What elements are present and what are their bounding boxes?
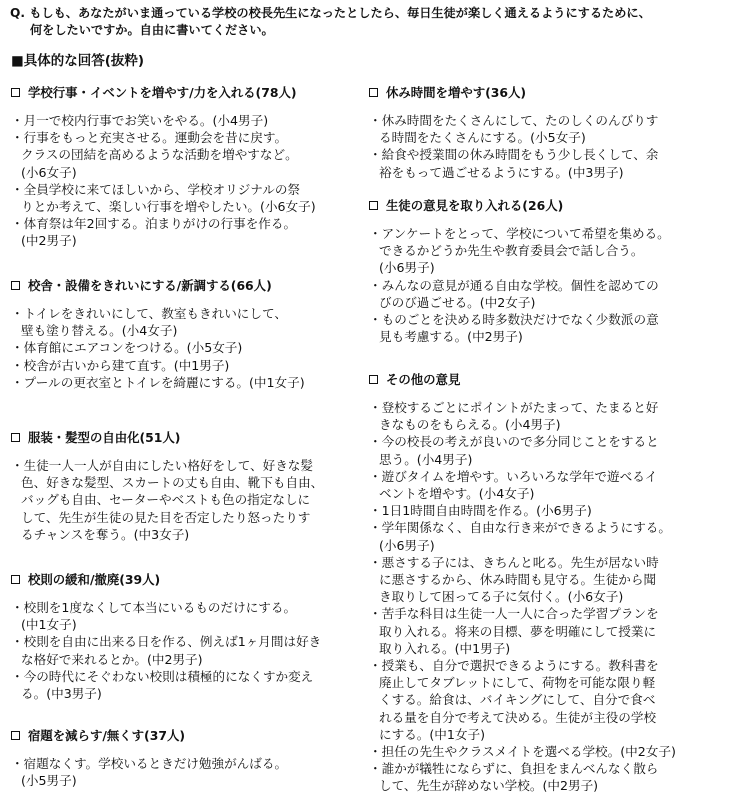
category-heading bbox=[11, 84, 361, 101]
answer-item bbox=[11, 112, 361, 129]
category-student-voice bbox=[369, 197, 724, 345]
answer-line: に悪さするから、休み時間も見守る。生徒から聞 bbox=[379, 572, 657, 588]
answer-line: ・宿題なくす。学校いるときだけ勉強がんばる。 bbox=[11, 756, 288, 771]
answer-line: ・担任の先生やクラスメイトを選べる学校。(中2女子) bbox=[369, 744, 676, 760]
category-homework bbox=[11, 727, 361, 789]
answer-item bbox=[11, 215, 361, 249]
answer-line: (中2男子) bbox=[21, 233, 77, 249]
answer-line: ・校則を1度なくして本当にいるものだけにする。 bbox=[11, 600, 297, 615]
answer-line: ・誰かが犠牲にならずに、負担をまんべんなく散ら bbox=[369, 761, 659, 777]
question-line: 何をしたいですか。自由に書いてください。 bbox=[30, 23, 274, 37]
category-facilities bbox=[11, 277, 361, 391]
category-heading bbox=[11, 277, 361, 294]
answer-item bbox=[11, 755, 361, 789]
answer-line: りとか考えて、楽しい行事を増やしたい。(小6女子) bbox=[21, 199, 316, 215]
answer-item bbox=[369, 760, 724, 794]
answer-line: ベントを増やす。(小4女子) bbox=[379, 486, 535, 502]
category-heading bbox=[369, 371, 724, 388]
answer-line: ・アンケートをとって、学校について希望を集める。 bbox=[369, 226, 670, 241]
answer-list bbox=[11, 305, 361, 391]
answer-line: ・みんなの意見が通る自由な学校。個性を認めての bbox=[369, 277, 659, 293]
category-other-opinions bbox=[369, 371, 724, 795]
answer-item bbox=[369, 112, 724, 146]
answer-line: ・体育館にエアコンをつける。(小5女子) bbox=[11, 340, 243, 356]
answer-line: バッグも自由、セーターやベストも色の指定なしに bbox=[21, 492, 311, 508]
category-events bbox=[11, 84, 361, 250]
answer-line: して、先生が生徒の見た目を否定したり怒ったりす bbox=[21, 509, 311, 525]
answer-line: ・休み時間をたくさんにして、たのしくのんびりす bbox=[369, 113, 659, 128]
answer-item bbox=[369, 433, 724, 467]
answer-line: できるかどうか先生や教育委員会で話し合う。 bbox=[379, 243, 644, 259]
category-title: 生徒の意見を取り入れる(26人) bbox=[386, 198, 564, 213]
section-title: ■具体的な回答(抜粋) bbox=[11, 53, 145, 69]
answer-line: 壁も塗り替える。(小4女子) bbox=[21, 323, 178, 339]
answer-line: ・苦手な科目は生徒一人一人に合った学習プランを bbox=[369, 606, 659, 622]
answer-item bbox=[369, 519, 724, 553]
answer-item bbox=[369, 605, 724, 657]
square-bullet-icon bbox=[11, 281, 20, 290]
answer-list bbox=[11, 112, 361, 250]
answer-item bbox=[369, 554, 724, 606]
category-heading bbox=[11, 727, 361, 744]
answer-line: る。(中3男子) bbox=[21, 686, 102, 702]
category-heading bbox=[369, 84, 724, 101]
square-bullet-icon bbox=[369, 88, 378, 97]
answer-item bbox=[11, 633, 361, 667]
answer-line: ・授業も、自分で選択できるようにする。教科書を bbox=[369, 658, 659, 674]
answer-line: (小6男子) bbox=[379, 537, 435, 553]
answer-line: ・学年関係なく、自由な行き来ができるようにする。 bbox=[369, 520, 671, 536]
category-title: 学校行事・イベントを増やす/力を入れる(78人) bbox=[28, 85, 297, 100]
category-heading bbox=[11, 571, 361, 588]
answer-list bbox=[11, 755, 361, 789]
answer-list bbox=[11, 599, 361, 702]
answer-list bbox=[369, 399, 724, 795]
answer-line: ・遊びタイムを増やす。いろいろな学年で遊べるイ bbox=[369, 468, 658, 484]
category-title: 休み時間を増やす(36人) bbox=[386, 85, 527, 100]
answer-item bbox=[11, 457, 361, 543]
answer-item bbox=[369, 225, 724, 277]
answer-line: ・今の校長の考えが良いので多分同じことをすると bbox=[369, 434, 659, 450]
answer-line: ・校則を自由に出来る日を作る、例えば1ヶ月間は好き bbox=[11, 634, 322, 650]
answer-line: ・プールの更衣室とトイレを綺麗にする。(中1女子) bbox=[11, 374, 305, 390]
answer-line: 裕をもって過ごせるようにする。(中3男子) bbox=[379, 164, 624, 180]
category-break-time bbox=[369, 84, 724, 181]
answer-item bbox=[369, 468, 724, 502]
answer-line: びのび過ごせる。(中2女子) bbox=[379, 294, 536, 310]
answer-line: ・校舎が古いから建て直す。(中1男子) bbox=[11, 357, 230, 373]
category-school-rules bbox=[11, 571, 361, 702]
answer-line: ・登校するごとにポイントがたまって、たまると好 bbox=[369, 400, 659, 415]
answer-line: ・行事をもっと充実させる。運動会を昔に戻す。 bbox=[11, 130, 288, 146]
answer-line: にする。(中1女子) bbox=[379, 726, 485, 742]
answer-line: な格好で来れるとか。(中2男子) bbox=[21, 651, 203, 667]
square-bullet-icon bbox=[369, 375, 378, 384]
square-bullet-icon bbox=[11, 88, 20, 97]
answer-line: ・ものごとを決める時多数決だけでなく少数派の意 bbox=[369, 312, 659, 328]
category-title: 宿題を減らす/無くす(37人) bbox=[28, 728, 186, 743]
answer-line: ・月一で校内行事でお笑いをやる。(小4男子) bbox=[11, 113, 269, 128]
answer-line: ・給食や授業間の休み時間をもう少し長くして、余 bbox=[369, 147, 659, 163]
answer-line: 取り入れる。将来の目標、夢を明確にして授業に bbox=[379, 623, 657, 639]
answer-line: (小6女子) bbox=[21, 164, 77, 180]
answer-line: クラスの団結を高めるような活動を増やすなど。 bbox=[21, 147, 298, 163]
answer-item bbox=[369, 311, 724, 345]
answer-line: ・トイレをきれいにして、教室もきれいにして、 bbox=[11, 306, 287, 321]
answer-item bbox=[369, 657, 724, 743]
answer-line: 色、好きな髪型、スカートの丈も自由、靴下も自由、 bbox=[21, 475, 324, 491]
answer-line: れる量を自分で考えて決める。生徒が主役の学校 bbox=[379, 709, 657, 725]
answer-item bbox=[369, 502, 724, 519]
category-dress-code bbox=[11, 429, 361, 543]
answer-line: ・今の時代にそぐわない校則は積極的になくすか変え bbox=[11, 668, 314, 684]
square-bullet-icon bbox=[11, 731, 20, 740]
answer-line: (中1女子) bbox=[21, 617, 77, 633]
answer-line: 廃止してタブレットにして、荷物を可能な限り軽 bbox=[379, 675, 656, 691]
answer-line: ・体育祭は年2回する。泊まりがけの行事を作る。 bbox=[11, 216, 297, 232]
answer-line: して、先生が辞めない学校。(中2男子) bbox=[379, 778, 599, 794]
answer-line: ・悪さする子には、きちんと叱る。先生が居ない時 bbox=[369, 554, 659, 570]
answer-item bbox=[11, 305, 361, 339]
answer-item bbox=[11, 357, 361, 374]
answer-item bbox=[369, 146, 724, 180]
answer-line: 思う。(小4男子) bbox=[379, 451, 473, 467]
answer-line: (小6男子) bbox=[379, 260, 435, 276]
answer-line: ・1日1時間自由時間を作る。(小6男子) bbox=[369, 503, 592, 519]
answer-line: る時間をたくさんにする。(小5女子) bbox=[379, 130, 586, 146]
category-heading bbox=[11, 429, 361, 446]
category-title: 校舎・設備をきれいにする/新調する(66人) bbox=[28, 278, 272, 293]
answer-list bbox=[369, 225, 724, 345]
answer-item bbox=[11, 129, 361, 181]
answer-line: くする。給食は、バイキングにして、自分で食べ bbox=[379, 692, 656, 708]
answer-line: きなものをもらえる。(小4男子) bbox=[379, 417, 561, 433]
answer-line: ・全員学校に来てほしいから、学校オリジナルの祭 bbox=[11, 181, 301, 197]
question-line: Q. もしも、あなたがいま通っている学校の校長先生になったとしたら、毎日生徒が楽しく通えるようにするために、 bbox=[10, 6, 651, 20]
category-title: その他の意見 bbox=[386, 372, 461, 387]
category-heading bbox=[369, 197, 724, 214]
question-text bbox=[10, 5, 725, 39]
answer-item bbox=[11, 181, 361, 215]
answer-list bbox=[11, 457, 361, 543]
square-bullet-icon bbox=[11, 433, 20, 442]
category-title: 服装・髪型の自由化(51人) bbox=[28, 430, 181, 445]
answer-item bbox=[11, 374, 361, 391]
answer-item bbox=[11, 599, 361, 633]
answer-item bbox=[369, 743, 724, 760]
category-title: 校則の緩和/撤廃(39人) bbox=[28, 572, 161, 587]
answer-line: ・生徒一人一人が自由にしたい格好をして、好きな髪 bbox=[11, 458, 313, 473]
answer-item bbox=[11, 668, 361, 702]
answer-item bbox=[369, 399, 724, 433]
answer-line: るチャンスを奪う。(中3女子) bbox=[21, 526, 190, 542]
answer-line: 取り入れる。(中1男子) bbox=[379, 640, 511, 656]
answer-line: 見も考慮する。(中2男子) bbox=[379, 329, 523, 345]
answer-line: き取りして困ってる子に気付く。(小6女子) bbox=[379, 589, 624, 605]
answer-list bbox=[369, 112, 724, 181]
answer-line: (小5男子) bbox=[21, 773, 77, 789]
answer-item bbox=[369, 277, 724, 311]
square-bullet-icon bbox=[11, 575, 20, 584]
square-bullet-icon bbox=[369, 201, 378, 210]
answer-item bbox=[11, 339, 361, 356]
